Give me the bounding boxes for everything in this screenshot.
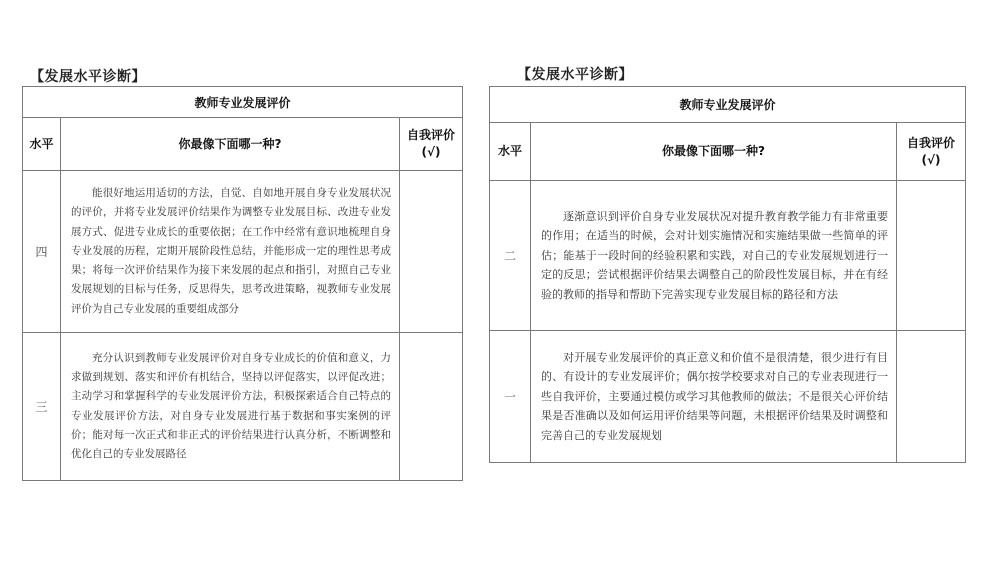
- right-table-caption: 教师专业发展评价: [490, 87, 966, 123]
- left-row-2-self-eval-cell[interactable]: [400, 333, 463, 481]
- right-row-2-description: 对开展专业发展评价的真正意义和价值不是很清楚，很少进行有目的、有设计的专业发展评价；偶尔按学校要求对自己的专业表现进行一些自我评价，主要通过模仿或学习其他教师的做法；不是很关心评价结果是否准确以及如何运用评价结果等问题，未根据评价结果及时调整和完善自己的专业发展规划: [531, 331, 897, 463]
- left-header-self-eval-label: 自我评价: [407, 128, 456, 142]
- right-header-level-label: 水平: [497, 144, 522, 158]
- left-header-question: [61, 118, 400, 171]
- left-header-self-eval-mark: (√): [421, 145, 441, 159]
- right-header-question-label: 你最像下面哪一种?: [662, 144, 765, 158]
- table-row: [490, 331, 966, 463]
- right-evaluation-table: [489, 86, 966, 463]
- right-header-self-eval: [897, 123, 966, 181]
- right-header-self-eval-mark: (√): [921, 152, 941, 167]
- left-header-question-label: 你最像下面哪一种?: [178, 136, 282, 151]
- left-evaluation-table: [22, 86, 463, 481]
- right-row-2-self-eval-cell[interactable]: [897, 331, 966, 463]
- right-header-self-eval-label: 自我评价: [907, 135, 956, 150]
- left-row-2-level: 三: [23, 333, 61, 481]
- left-header-level: [23, 118, 61, 171]
- left-header-self-eval: [400, 118, 463, 171]
- right-row-1-description: 逐渐意识到评价自身专业发展状况对提升教育教学能力有非常重要的作用；在适当的时候，会对计划实施情况和实施结果做一些简单的评估；能基于一段时间的经验积累和实践，对自己的专业发展规划进行一定的反思；尝试根据评价结果去调整自己的阶段性发展目标，并在有经验的教师的指导和帮助下完善实现专业发展目标的路径和方法: [531, 181, 897, 331]
- table-row: [23, 333, 463, 481]
- table-row: [23, 171, 463, 333]
- left-row-2-description: 充分认识到教师专业发展评价对自身专业成长的价值和意义，力求做到规划、落实和评价有机结合，坚持以评促落实，以评促改进；主动学习和掌握科学的专业发展评价方法，积极探索适合自己特点的专业发展评价方法，对自身专业发展进行基于数据和事实案例的评价；能对每一次正式和非正式的评价结果进行认真分析，不断调整和优化自己的专业发展路径: [61, 333, 400, 481]
- table-row: [490, 181, 966, 331]
- left-table-caption: 教师专业发展评价: [23, 87, 463, 118]
- left-row-1-self-eval-cell[interactable]: [400, 171, 463, 333]
- left-row-1-level: 四: [23, 171, 61, 333]
- right-row-1-self-eval-cell[interactable]: [897, 181, 966, 331]
- right-section-title: 【发展水平诊断】: [517, 67, 633, 83]
- right-header-level: [490, 123, 531, 181]
- left-section-title: 【发展水平诊断】: [30, 69, 146, 85]
- left-row-1-description: 能很好地运用适切的方法，自觉、自如地开展自身专业发展状况的评价，并将专业发展评价结果作为调整专业发展目标、改进专业发展方式、促进专业成长的重要依据；在工作中经常有意识地梳理自身专业发展的历程，定期开展阶段性总结，并能形成一定的理性思考成果；将每一次评价结果作为接下来发展的起点和指引，对照自己专业发展规划的目标与任务，反思得失，思考改进策略，视教师专业发展评价为自己专业发展的重要组成部分: [61, 171, 400, 333]
- right-header-question: [531, 123, 897, 181]
- right-row-1-level: 二: [490, 181, 531, 331]
- right-row-2-level: 一: [490, 331, 531, 463]
- left-header-level-label: 水平: [29, 136, 54, 151]
